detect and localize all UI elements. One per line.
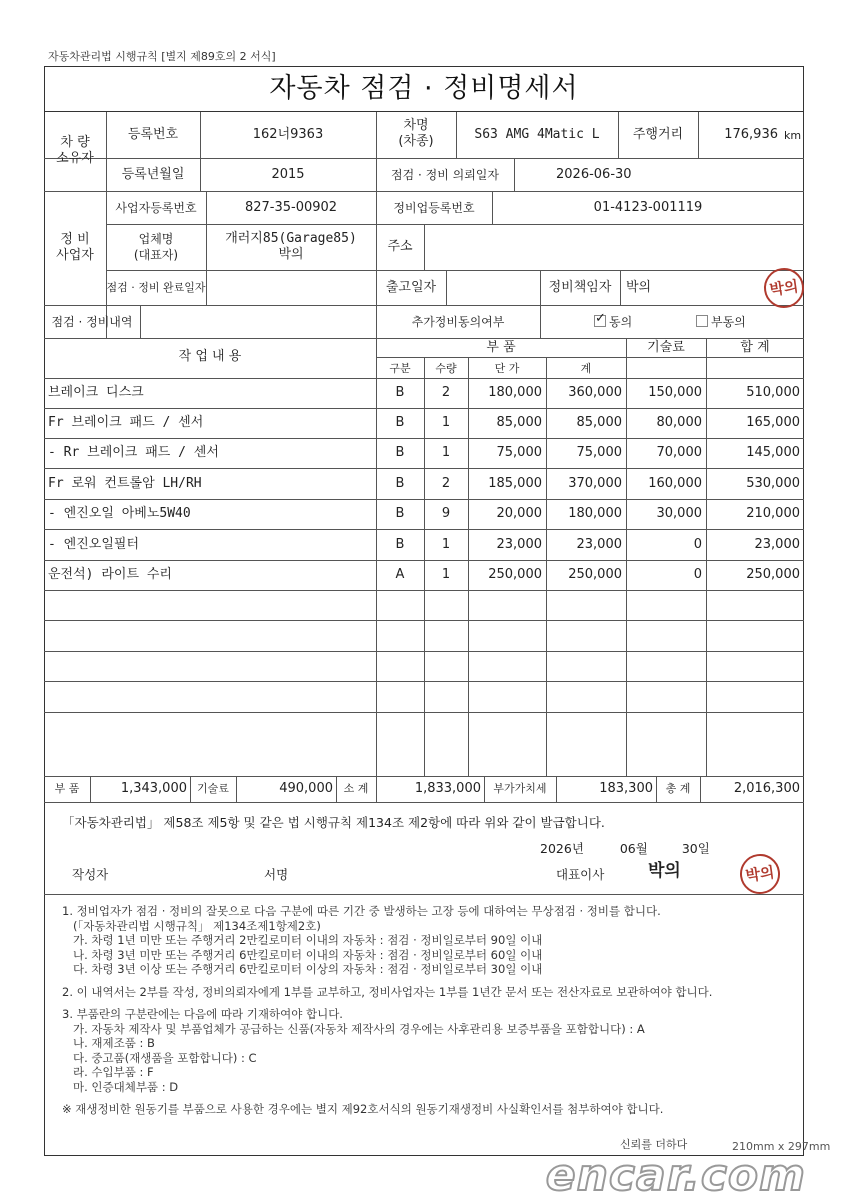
issue-date	[540, 841, 710, 857]
sum-subheader: 계	[580, 362, 592, 375]
unit-price-subheader: 단 가	[494, 362, 520, 375]
row-total: 23,000	[754, 537, 800, 552]
part-sum: 23,000	[576, 537, 622, 552]
part-qty: 1	[441, 445, 451, 460]
work-item: Fr 브레이크 패드 / 센서	[48, 415, 204, 430]
day-unit: 일	[697, 841, 710, 856]
part-qty: 1	[441, 415, 451, 430]
work-item: Fr 로워 컨트롤암 LH/RH	[48, 476, 202, 491]
row-total: 165,000	[746, 415, 800, 430]
note-line: 마. 인증대체부품 : D	[62, 1079, 179, 1094]
labor-fee: 30,000	[656, 506, 702, 521]
part-qty: 2	[441, 385, 451, 400]
part-unit-price: 85,000	[496, 415, 542, 430]
note-line: 라. 수입부품 : F	[62, 1065, 154, 1079]
business-seal-stamp: 박의	[761, 265, 806, 310]
issue-month: 06	[619, 841, 636, 856]
labor-fee: 150,000	[648, 385, 702, 400]
summary-vat-label: 부가가치세	[493, 782, 547, 795]
issuance-statement: 「자동차관리법」 제58조 제5항 및 같은 법 시행규칙 제134조 제2항에 따라 위와 같이 발급합니다.	[62, 815, 605, 830]
mileage-label: 주행거리	[632, 127, 684, 142]
summary-subtotal-value: 1,833,000	[414, 781, 481, 796]
work-header: 작 업 내 용	[178, 349, 242, 364]
part-qty: 9	[441, 506, 451, 521]
work-item: 브레이크 디스크	[48, 385, 144, 400]
model-label: 차명 (차종)	[398, 118, 434, 149]
part-sum: 85,000	[576, 415, 622, 430]
part-unit-price: 23,000	[496, 537, 542, 552]
note-line: 3. 부품란의 구분란에는 다음에 따라 기재하여야 합니다.	[62, 1007, 343, 1021]
paper-size: 210mm x 297mm	[732, 1140, 831, 1153]
repair-reg-label: 정비업등록번호	[393, 201, 475, 215]
model-value: S63 AMG 4Matic L	[474, 127, 600, 142]
part-unit-price: 185,000	[488, 476, 542, 491]
mileage-value: 176,936	[724, 127, 778, 142]
part-qty: 2	[441, 476, 451, 491]
ceo-label: 대표이사	[556, 867, 605, 882]
details-label: 점검 · 정비내역	[51, 315, 133, 329]
agree-checkbox[interactable]	[594, 315, 606, 327]
manager-value: 박의	[626, 280, 652, 295]
year-unit: 년	[571, 841, 584, 856]
part-unit-price: 20,000	[496, 506, 542, 521]
notes-section	[62, 904, 798, 1117]
part-type: B	[395, 537, 405, 552]
reg-no-value: 162너9363	[252, 127, 324, 142]
type-subheader: 구분	[389, 362, 411, 375]
parts-header: 부 품	[486, 340, 516, 355]
summary-total-label: 총 계	[665, 782, 691, 795]
summary-labor-value: 490,000	[279, 781, 333, 796]
reg-year-value: 2015	[271, 167, 305, 182]
note-line: 다. 중고품(재생품을 포함합니다) : C	[62, 1050, 257, 1065]
owner-section-label: 차 량 소유자	[56, 135, 94, 166]
consent-label: 추가정비동의여부	[411, 315, 505, 329]
summary-subtotal-label: 소 계	[343, 782, 369, 795]
part-sum: 370,000	[568, 476, 622, 491]
labor-fee: 70,000	[656, 445, 702, 460]
summary-total-value: 2,016,300	[733, 781, 800, 796]
labor-header: 기술료	[647, 340, 685, 355]
encar-watermark-logo: encar.com	[545, 1150, 806, 1201]
biz-reg-label: 사업자등록번호	[115, 201, 197, 215]
summary-vat-value: 183,300	[599, 781, 653, 796]
release-date-label: 출고일자	[385, 280, 437, 295]
address-label: 주소	[387, 239, 413, 254]
complete-date-label: 점검 · 정비 완료일자	[106, 281, 206, 294]
part-qty: 1	[441, 567, 451, 582]
issue-day: 30	[681, 841, 698, 856]
writer-label: 작성자	[72, 867, 109, 882]
part-sum: 180,000	[568, 506, 622, 521]
row-total: 210,000	[746, 506, 800, 521]
disagree-checkbox[interactable]	[696, 315, 708, 327]
repair-reg-value: 01-4123-001119	[593, 200, 703, 215]
mileage-unit: km	[784, 129, 802, 142]
part-sum: 75,000	[576, 445, 622, 460]
form-reference-note: 자동차관리법 시행규칙 [별지 제89호의 2 서식]	[48, 50, 276, 63]
note-line: 1. 정비업자가 점검 · 정비의 잘못으로 다음 구분에 따른 기간 중 발생하는 고장 등에 대하여는 무상점검 · 정비를 합니다.	[62, 904, 661, 918]
agree-option[interactable]: ✓ 동의	[594, 314, 632, 330]
work-item: - Rr 브레이크 패드 / 센서	[48, 445, 219, 460]
labor-fee: 0	[693, 567, 702, 582]
note-line: 나. 차령 3년 미만 또는 주행거리 6만킬로미터 이내의 자동차 : 점검 · 정비일로부터 60일 이내	[62, 947, 543, 962]
labor-fee: 80,000	[656, 415, 702, 430]
row-total: 250,000	[746, 567, 800, 582]
note-line: 가. 차령 1년 미만 또는 주행거리 2만킬로미터 이내의 자동차 : 점검 · 정비일로부터 90일 이내	[62, 933, 543, 947]
summary-labor-label: 기술료	[197, 782, 229, 795]
month-unit: 월	[635, 841, 648, 856]
part-qty: 1	[441, 537, 451, 552]
disagree-option[interactable]: 부동의	[696, 314, 746, 330]
part-type: B	[395, 385, 405, 400]
company-value: 개러지85(Garage85) 박의	[225, 231, 357, 262]
row-total: 510,000	[746, 385, 800, 400]
part-unit-price: 250,000	[488, 567, 542, 582]
request-date-label: 점검 · 정비 의뢰일자	[391, 168, 499, 182]
work-item: 운전석) 라이트 수리	[48, 567, 172, 582]
labor-fee: 0	[693, 537, 702, 552]
reg-year-label: 등록년월일	[121, 167, 185, 182]
document-title: 자동차 점검 · 정비명세서	[44, 66, 804, 112]
note-line: 나. 재제조품 : B	[62, 1036, 155, 1050]
part-sum: 250,000	[568, 567, 622, 582]
qty-subheader: 수량	[435, 362, 457, 375]
labor-fee: 160,000	[648, 476, 702, 491]
note-line: 가. 자동차 제작사 및 부품업체가 공급하는 신품(자동차 제작사의 경우에는 사후관리용 보증부품을 포함합니다) : A	[62, 1021, 645, 1036]
part-unit-price: 180,000	[488, 385, 542, 400]
part-type: B	[395, 476, 405, 491]
biz-reg-value: 827-35-00902	[244, 200, 338, 215]
ceo-seal-stamp: 박의	[737, 851, 782, 896]
summary-parts-label: 부 품	[54, 782, 80, 795]
total-header: 합 계	[740, 340, 770, 355]
encar-tagline: 신뢰를 더하다	[620, 1138, 688, 1151]
part-type: B	[395, 506, 405, 521]
row-total: 145,000	[746, 445, 800, 460]
ceo-name: 박의	[648, 861, 681, 881]
manager-label: 정비책임자	[548, 280, 612, 295]
signature-label: 서명	[264, 867, 289, 882]
note-line: 다. 차령 3년 이상 또는 주행거리 6만킬로미터 이상의 자동차 : 점검 · 정비일로부터 30일 이내	[62, 962, 543, 976]
work-item: - 엔진오일필터	[48, 537, 140, 552]
note-line: ※ 재생정비한 원동기를 부품으로 사용한 경우에는 별지 제92호서식의 원동기재생정비 사실확인서를 첨부하여야 합니다.	[62, 1102, 664, 1116]
company-label: 업체명 (대표자)	[133, 232, 179, 262]
note-line: 2. 이 내역서는 2부를 작성, 정비의뢰자에게 1부를 교부하고, 정비사업자는 1부를 1년간 문서 또는 전산자료로 보관하여야 합니다.	[62, 984, 713, 999]
part-type: B	[395, 415, 405, 430]
note-line: (「자동차관리법 시행규칙」 제134조제1항제2호)	[62, 918, 321, 933]
part-unit-price: 75,000	[496, 445, 542, 460]
issue-year: 2026	[540, 841, 572, 856]
summary-parts-value: 1,343,000	[120, 781, 187, 796]
request-date-value: 2026-06-30	[556, 167, 632, 182]
work-item: - 엔진오일 아베노5W40	[48, 506, 191, 521]
business-section-label: 정 비 사업자	[56, 232, 94, 263]
row-total: 530,000	[746, 476, 800, 491]
reg-no-label: 등록번호	[127, 127, 179, 142]
part-sum: 360,000	[568, 385, 622, 400]
part-type: B	[395, 445, 405, 460]
part-type: A	[395, 567, 405, 582]
